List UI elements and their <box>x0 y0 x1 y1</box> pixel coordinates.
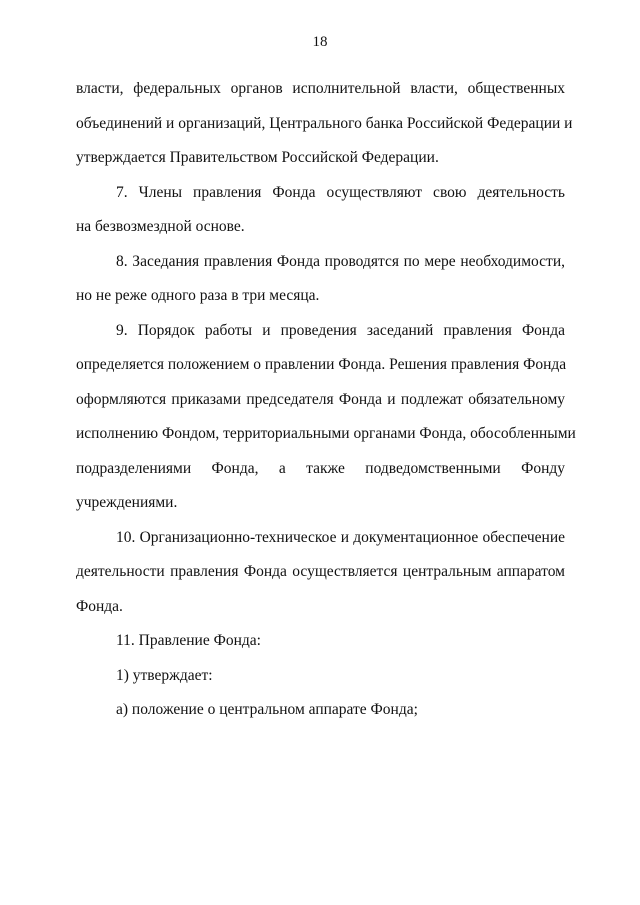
text-line: 11. Правление Фонда: <box>116 632 261 649</box>
text-line: определяется положением о правлении Фонда. Решения правления Фонда <box>76 356 567 373</box>
text-line: объединений и организаций, Центрального банка Российской Федерации и <box>76 114 573 132</box>
text-line: а) положение о центральном аппарате Фонда; <box>116 701 418 718</box>
page-number: 18 <box>312 34 328 50</box>
document-body <box>76 72 576 728</box>
text-line: учреждениями. <box>76 494 178 511</box>
text-line: на безвозмездной основе. <box>76 218 245 235</box>
text-line: оформляются приказами председателя Фонда и подлежат обязательному <box>76 390 565 408</box>
text-line: но не реже одного раза в три месяца. <box>76 287 320 304</box>
text-line: деятельности правления Фонда осуществляется центральным аппаратом <box>76 563 565 580</box>
text-line: 9. Порядок работы и проведения заседаний правления Фонда <box>116 321 565 339</box>
text-line: 1) утверждает: <box>116 666 213 684</box>
text-line: 8. Заседания правления Фонда проводятся по мере необходимости, <box>116 252 565 270</box>
text-line: 10. Организационно-техническое и документационное обеспечение <box>116 528 565 546</box>
text-line: утверждается Правительством Российской Федерации. <box>76 149 439 166</box>
text-line: Фонда. <box>76 597 123 615</box>
text-line: подразделениями Фонда, а также подведомственными Фонду <box>76 459 565 477</box>
text-line: исполнению Фондом, территориальными органами Фонда, обособленными <box>76 425 576 442</box>
text-line: власти, федеральных органов исполнительной власти, общественных <box>76 80 565 97</box>
text-line: 7. Члены правления Фонда осуществляют свою деятельность <box>116 183 565 201</box>
